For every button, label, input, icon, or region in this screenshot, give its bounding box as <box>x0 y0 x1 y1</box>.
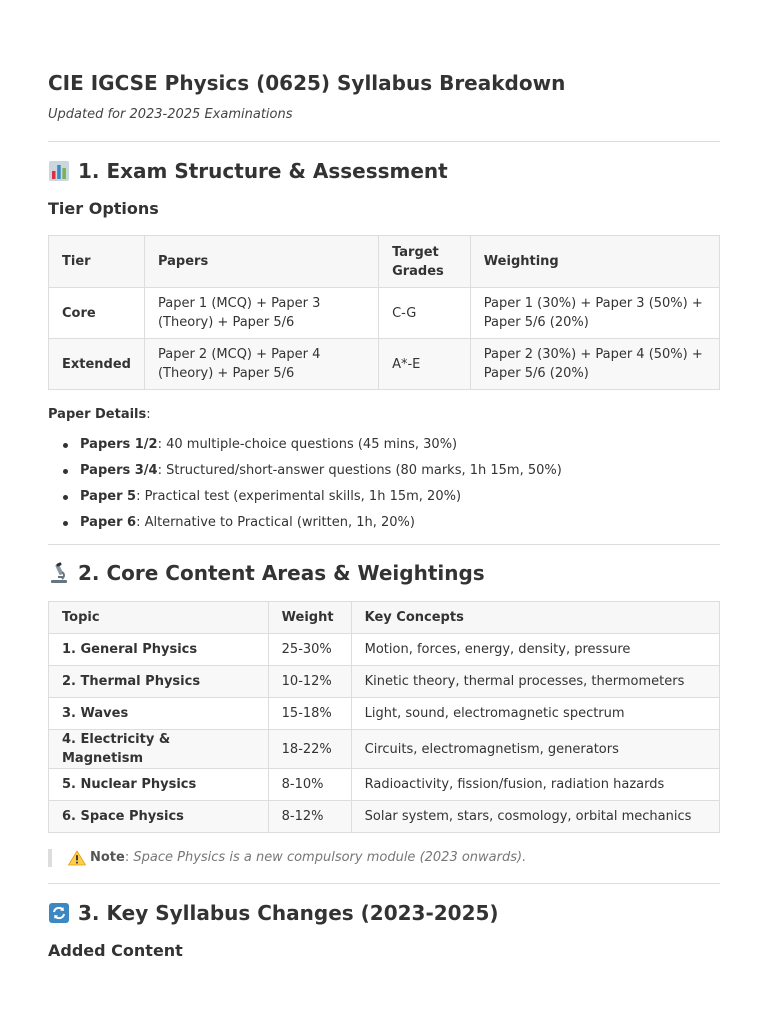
table-cell: 4. Electricity & Magnetism <box>49 730 269 769</box>
column-header: Key Concepts <box>351 602 719 634</box>
table-row <box>49 698 720 730</box>
table-cell: Motion, forces, energy, density, pressure <box>351 634 719 666</box>
table-cell: 10-12% <box>268 666 351 698</box>
column-header: Topic <box>49 602 269 634</box>
document-title: CIE IGCSE Physics (0625) Syllabus Breakdown <box>48 71 566 95</box>
section-1-title: 1. Exam Structure & Assessment <box>78 159 448 183</box>
table-cell: 6. Space Physics <box>49 801 269 833</box>
list-item-label: Paper 5 <box>80 489 137 504</box>
added-content-heading: Added Content <box>48 941 183 960</box>
table-row <box>49 634 720 666</box>
warning-icon <box>68 850 86 866</box>
table-cell: Extended <box>49 339 145 390</box>
table-header-row <box>49 602 720 634</box>
refresh-arrows-icon <box>48 902 70 924</box>
column-header: Target Grades <box>379 236 471 288</box>
note-blockquote <box>48 849 720 867</box>
table-row <box>49 339 720 390</box>
list-item-label: Papers 1/2 <box>80 437 158 452</box>
table-cell: Circuits, electromagnetism, generators <box>351 730 719 769</box>
table-cell: 5. Nuclear Physics <box>49 769 269 801</box>
document-subtitle: Updated for 2023-2025 Examinations <box>48 107 293 122</box>
list-item <box>80 462 720 480</box>
divider <box>48 141 720 142</box>
table-cell: C-G <box>379 288 471 339</box>
paper-details-label-text: Paper Details <box>48 407 147 422</box>
list-item <box>80 514 720 532</box>
column-header: Papers <box>144 236 378 288</box>
table-cell: 2. Thermal Physics <box>49 666 269 698</box>
list-item-text: : Structured/short-answer questions (80 marks, 1h 15m, 50%) <box>157 463 562 478</box>
table-row <box>49 769 720 801</box>
table-row <box>49 730 720 769</box>
column-header: Weight <box>268 602 351 634</box>
paper-details-list <box>48 436 720 532</box>
table-cell: Paper 1 (30%) + Paper 3 (50%) + Paper 5/6 (20%) <box>470 288 719 339</box>
table-cell: Solar system, stars, cosmology, orbital mechanics <box>351 801 719 833</box>
table-cell: 25-30% <box>268 634 351 666</box>
table-header-row <box>49 236 720 288</box>
list-item-text: : Alternative to Practical (written, 1h, 20%) <box>136 515 415 530</box>
tier-options-heading: Tier Options <box>48 199 159 218</box>
list-item-text: : 40 multiple-choice questions (45 mins, 30%) <box>157 437 458 452</box>
table-cell: Light, sound, electromagnetic spectrum <box>351 698 719 730</box>
section-3-heading <box>48 900 720 926</box>
divider <box>48 883 720 884</box>
table-cell: A*-E <box>379 339 471 390</box>
paper-details-label <box>48 406 720 424</box>
table-cell: Kinetic theory, thermal processes, thermometers <box>351 666 719 698</box>
table-cell: 8-10% <box>268 769 351 801</box>
list-item <box>80 488 720 506</box>
table-row <box>49 288 720 339</box>
column-header: Weighting <box>470 236 719 288</box>
table-cell: 8-12% <box>268 801 351 833</box>
list-item-label: Paper 6 <box>80 515 137 530</box>
list-item-text: : Practical test (experimental skills, 1h 15m, 20%) <box>136 489 462 504</box>
table-cell: Paper 1 (MCQ) + Paper 3 (Theory) + Paper 5/6 <box>144 288 378 339</box>
table-cell: Paper 2 (MCQ) + Paper 4 (Theory) + Paper 5/6 <box>144 339 378 390</box>
section-2-title: 2. Core Content Areas & Weightings <box>78 561 485 585</box>
table-cell: 15-18% <box>268 698 351 730</box>
note-label: Note <box>90 850 125 865</box>
column-header: Tier <box>49 236 145 288</box>
microscope-icon <box>48 562 70 584</box>
section-1-heading <box>48 158 720 184</box>
table-cell: Paper 2 (30%) + Paper 4 (50%) + Paper 5/6 (20%) <box>470 339 719 390</box>
note-text <box>90 849 526 867</box>
content-areas-table <box>48 601 720 833</box>
bar-chart-icon <box>48 160 70 182</box>
note-body: Space Physics is a new compulsory module (2023 onwards). <box>133 850 527 865</box>
list-item-label: Papers 3/4 <box>80 463 158 478</box>
tier-options-table <box>48 235 720 390</box>
table-cell: 18-22% <box>268 730 351 769</box>
table-cell: Radioactivity, fission/fusion, radiation hazards <box>351 769 719 801</box>
divider <box>48 544 720 545</box>
note-colon: : <box>124 850 130 865</box>
table-row <box>49 801 720 833</box>
list-item <box>80 436 720 454</box>
table-cell: 1. General Physics <box>49 634 269 666</box>
table-cell: Core <box>49 288 145 339</box>
table-cell: 3. Waves <box>49 698 269 730</box>
section-3-title: 3. Key Syllabus Changes (2023-2025) <box>78 901 499 925</box>
section-2-heading <box>48 560 720 586</box>
paper-details-colon: : <box>146 407 151 422</box>
table-row <box>49 666 720 698</box>
